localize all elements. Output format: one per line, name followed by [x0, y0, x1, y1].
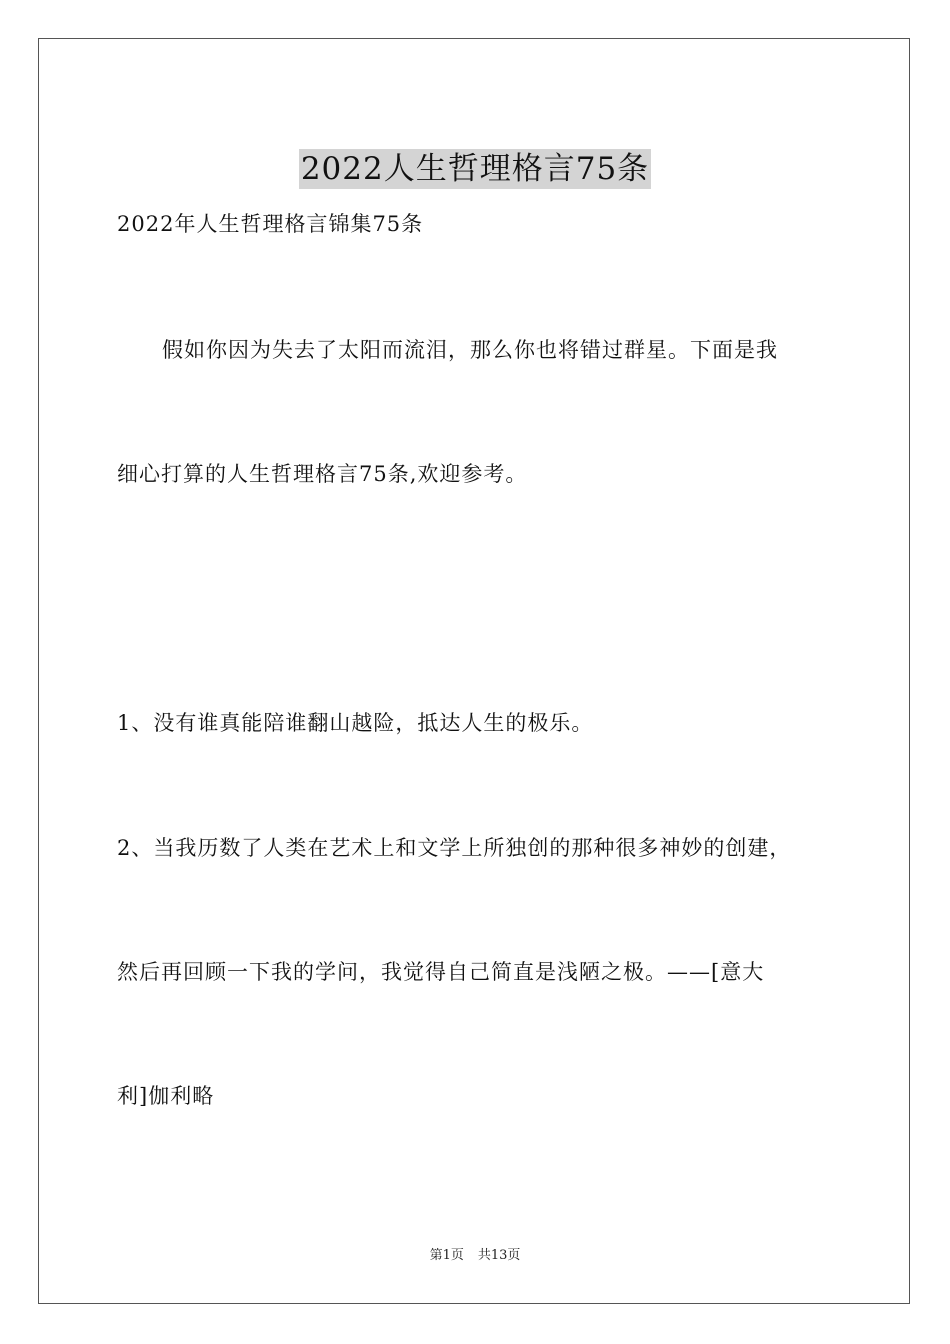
list-item-1: 1、没有谁真能陪谁翻山越险，抵达人生的极乐。	[117, 711, 594, 735]
title-container	[0, 128, 950, 210]
intro-paragraph-line-1: 假如你因为失去了太阳而流泪，那么你也将错过群星。下面是我	[162, 338, 778, 362]
list-item-2-line-1: 2、当我历数了人类在艺术上和文学上所独创的那种很多神妙的创建，	[117, 836, 792, 860]
list-item-2-line-2: 然后再回顾一下我的学问，我觉得自己简直是浅陋之极。——[意大	[117, 960, 765, 984]
document-subtitle: 2022年人生哲理格言锦集75条	[117, 212, 424, 236]
page-number: 第1页	[429, 1248, 464, 1263]
intro-paragraph-line-2: 细心打算的人生哲理格言75条,欢迎参考。	[117, 462, 528, 486]
list-item-2-line-3: 利]伽利略	[117, 1084, 215, 1108]
page-total: 共13页	[477, 1248, 521, 1263]
page-footer	[0, 1247, 950, 1265]
document-title: 2022人生哲理格言75条	[300, 150, 650, 187]
